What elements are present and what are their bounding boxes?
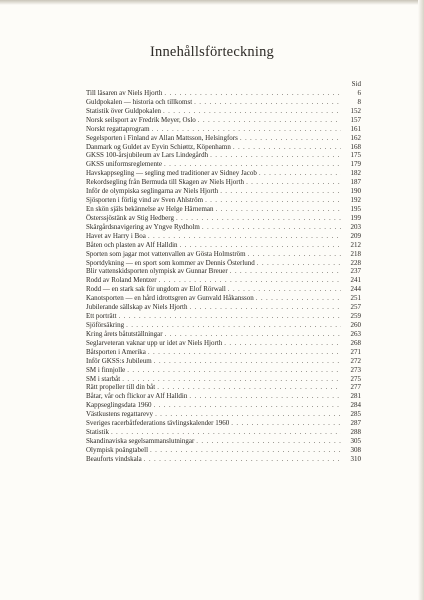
dot-leader xyxy=(210,151,341,160)
toc-entry-page-number: 209 xyxy=(350,231,361,240)
scan-edge-top xyxy=(0,0,424,5)
dot-leader xyxy=(256,294,341,303)
toc-entry-page-number: 263 xyxy=(350,329,361,338)
toc-entry xyxy=(86,250,361,259)
toc-entry xyxy=(86,151,361,160)
toc-entry-page-number: 179 xyxy=(350,160,361,169)
toc-entry xyxy=(86,294,361,303)
toc-entry xyxy=(86,285,361,294)
toc-entry-title: Båtsporten i Amerika xyxy=(86,347,146,356)
dot-leader xyxy=(205,196,341,205)
dot-leader xyxy=(154,357,341,366)
toc-entry-page-number: 152 xyxy=(350,106,361,115)
toc-entry-title: Båten och plasten av Alf Halldin xyxy=(86,240,178,249)
dot-leader xyxy=(248,250,341,259)
toc-entry-page-number: 157 xyxy=(350,115,361,124)
toc-entry-title: Statistik över Guldpokalen xyxy=(86,106,162,115)
toc-entry xyxy=(86,357,361,366)
dot-leader xyxy=(144,455,341,464)
dot-leader xyxy=(159,276,341,285)
dot-leader xyxy=(240,134,341,143)
toc-entry-page-number: 6 xyxy=(357,89,361,97)
toc-entry-title: Seglarveteran vaknar upp ur idet av Niels Hjorth xyxy=(86,338,223,347)
toc-entry xyxy=(86,143,361,152)
toc-entry-title: Norsk seilsport av Fredrik Meyer, Oslo xyxy=(86,115,196,124)
toc-entry xyxy=(86,205,361,214)
toc-entry xyxy=(86,392,361,401)
toc-entry-page-number: 260 xyxy=(350,320,361,329)
toc-entry xyxy=(86,169,361,178)
toc-entry-title: Olympisk poängtabell xyxy=(86,445,149,454)
toc-entry-title: Ett porträtt xyxy=(86,312,117,321)
toc-entry-title: En skön själs bekännelse av Helge Härneman xyxy=(86,204,214,213)
toc-entry-title: Sveriges racerbåtfederations tävlingskalender 1960 xyxy=(86,419,230,428)
toc-entry xyxy=(86,134,361,143)
toc-entry-title: Norskt regattaprogram xyxy=(86,124,150,133)
toc-entry-title: Guldpokalen — historia och tillkomst xyxy=(86,97,193,106)
dot-leader xyxy=(157,383,341,392)
toc-entry xyxy=(86,419,361,428)
toc-entry xyxy=(86,446,361,455)
toc-entry-page-number: 187 xyxy=(350,178,361,187)
toc-entry xyxy=(86,107,361,116)
toc-entry-page-number: 305 xyxy=(350,436,361,445)
dot-leader xyxy=(189,303,341,312)
page-title: Innehållsförteckning xyxy=(150,44,274,60)
toc-entry-title: Statistik xyxy=(86,428,109,437)
dot-leader xyxy=(246,178,341,187)
toc-entry-page-number: 284 xyxy=(350,401,361,410)
toc-entry xyxy=(86,98,361,107)
toc-entry-page-number: 287 xyxy=(350,419,361,428)
toc-entry-page-number: 203 xyxy=(350,222,361,231)
dot-leader xyxy=(164,160,341,169)
dot-leader xyxy=(176,214,341,223)
dot-leader xyxy=(180,241,341,250)
dot-leader xyxy=(231,419,341,428)
toc-entry xyxy=(86,276,361,285)
toc-entry-page-number: 288 xyxy=(350,428,361,437)
toc-entry xyxy=(86,312,361,321)
toc-entry xyxy=(86,125,361,134)
toc-entry-page-number: 237 xyxy=(350,267,361,276)
dot-leader xyxy=(216,205,341,214)
dot-leader xyxy=(164,89,341,98)
dot-leader xyxy=(220,187,341,196)
toc-entry-title: Sportdykning — en sport som kommer av Dennis Österlund xyxy=(86,258,255,267)
toc-entry-page-number: 308 xyxy=(350,445,361,454)
toc-entry-title: SM i starbåt xyxy=(86,374,121,383)
toc-entry xyxy=(86,401,361,410)
toc-entry-page-number: 192 xyxy=(350,196,361,205)
toc-entry xyxy=(86,223,361,232)
toc-entry-page-number: 199 xyxy=(350,213,361,222)
dot-leader xyxy=(163,107,341,116)
dot-leader xyxy=(230,267,341,276)
dot-leader xyxy=(148,232,341,241)
toc-entry-page-number: 257 xyxy=(350,303,361,312)
toc-entry-page-number: 175 xyxy=(350,151,361,160)
toc-entry xyxy=(86,187,361,196)
toc-entry-title: Sporten som jagar mot vattenvallen av Gösta Holmström xyxy=(86,249,246,258)
dot-leader xyxy=(127,366,341,375)
dot-leader xyxy=(148,348,341,357)
toc-entry xyxy=(86,178,361,187)
toc-entry-page-number: 244 xyxy=(350,285,361,294)
dot-leader xyxy=(196,437,341,446)
toc-entry xyxy=(86,348,361,357)
dot-leader xyxy=(119,312,341,321)
toc-entry xyxy=(86,428,361,437)
toc-entry-page-number: 281 xyxy=(350,392,361,401)
toc-entry-title: Österssjöstänk av Stig Hedberg xyxy=(86,213,174,222)
toc-entry-page-number: 251 xyxy=(350,294,361,303)
toc-entry-title: Båtar, vår och flickor av Alf Halldin xyxy=(86,392,188,401)
toc-entry-page-number: 190 xyxy=(350,187,361,196)
toc-entry-title: GKSS 100-årsjubileum av Lars Lindegårdh xyxy=(86,151,209,160)
dot-leader xyxy=(259,169,341,178)
toc-entry-title: Västkustens regattarevy xyxy=(86,410,154,419)
dot-leader xyxy=(165,330,341,339)
toc-entry-page-number: 228 xyxy=(350,258,361,267)
toc-entry xyxy=(86,89,361,98)
toc-entry-page-number: 259 xyxy=(350,312,361,321)
toc-entry-title: Blir vattenskidsporten olympisk av Gunnar Breuer xyxy=(86,267,228,276)
toc-entry xyxy=(86,232,361,241)
toc-entry-page-number: 271 xyxy=(350,347,361,356)
toc-entry-title: Kappseglingsdata 1960 xyxy=(86,401,152,410)
toc-entry-page-number: 168 xyxy=(350,142,361,151)
toc-entry xyxy=(86,321,361,330)
toc-entry xyxy=(86,330,361,339)
toc-entry-page-number: 272 xyxy=(350,356,361,365)
toc-entry xyxy=(86,116,361,125)
toc-entry-title: Skandinaviska segelsammanslutningar xyxy=(86,436,195,445)
dot-leader xyxy=(257,259,341,268)
toc-entry-page-number: 195 xyxy=(350,204,361,213)
dot-leader xyxy=(122,375,341,384)
toc-entry-page-number: 268 xyxy=(350,338,361,347)
toc-entry xyxy=(86,259,361,268)
toc-entry-title: GKSS uniformsreglemente xyxy=(86,160,163,169)
toc-entry-title: Skärgårdsnavigering av Yngve Rydholm xyxy=(86,222,200,231)
toc-entry-title: Rodd av Roland Mentzer xyxy=(86,276,157,285)
toc-entry-title: Danmark og Guldet av Eyvin Schiøttz, Köpenhamn xyxy=(86,142,231,151)
toc-entry xyxy=(86,241,361,250)
toc-entry xyxy=(86,339,361,348)
toc-entry-title: Inför de olympiska seglingarna av Niels Hjorth xyxy=(86,187,219,196)
toc-entry xyxy=(86,375,361,384)
toc-entry-title: Kanotsporten — en hård idrottsgren av Gunvald Håkansson xyxy=(86,294,254,303)
toc-entry-title: Havet av Harry i Boa xyxy=(86,231,146,240)
toc-entry xyxy=(86,303,361,312)
toc-entry-page-number: 182 xyxy=(350,169,361,178)
table-of-contents xyxy=(86,89,361,464)
toc-entry-page-number: 218 xyxy=(350,249,361,258)
dot-leader xyxy=(152,125,341,134)
toc-entry-page-number: 212 xyxy=(350,240,361,249)
toc-entry xyxy=(86,214,361,223)
dot-leader xyxy=(154,401,341,410)
toc-entry xyxy=(86,366,361,375)
toc-entry-title: Rodd — en stark sak för ungdom av Elof Rörwall xyxy=(86,285,226,294)
toc-entry-title: Rätt propeller till din båt xyxy=(86,383,156,392)
toc-entry-title: Inför GKSS:s Jubileum xyxy=(86,356,152,365)
toc-entry-page-number: 241 xyxy=(350,276,361,285)
toc-entry-page-number: 8 xyxy=(357,97,361,106)
toc-entry-page-number: 273 xyxy=(350,365,361,374)
toc-entry-title: Till läsaren av Niels Hjorth xyxy=(86,89,163,97)
toc-entry-page-number: 310 xyxy=(350,454,361,463)
toc-entry-title: Sjösporten i förlig vind av Sven Ahlström xyxy=(86,196,204,205)
toc-entry-title: Rekordsegling från Bermuda till Skagen av Niels Hjorth xyxy=(86,178,245,187)
dot-leader xyxy=(150,446,341,455)
toc-entry-title: SM i finnjolle xyxy=(86,365,126,374)
toc-entry xyxy=(86,437,361,446)
toc-entry-title: Kring årets båtutställningar xyxy=(86,329,163,338)
dot-leader xyxy=(198,116,341,125)
scan-edge-right xyxy=(418,0,424,600)
toc-entry xyxy=(86,160,361,169)
dot-leader xyxy=(228,285,341,294)
dot-leader xyxy=(126,321,341,330)
toc-entry-page-number: 161 xyxy=(350,124,361,133)
dot-leader xyxy=(194,98,341,107)
toc-entry xyxy=(86,410,361,419)
dot-leader xyxy=(111,428,341,437)
toc-entry-title: Segelsporten i Finland av Allan Mattsson, Helsingfors xyxy=(86,133,238,142)
dot-leader xyxy=(202,223,341,232)
toc-entry-title: Havskappsegling — segling med traditioner av Sidney Jacob xyxy=(86,169,257,178)
toc-entry-page-number: 285 xyxy=(350,410,361,419)
dot-leader xyxy=(233,143,341,152)
toc-entry xyxy=(86,383,361,392)
toc-entry-page-number: 275 xyxy=(350,374,361,383)
dot-leader xyxy=(155,410,341,419)
toc-entry xyxy=(86,196,361,205)
toc-entry-title: Beauforts vindskala xyxy=(86,454,142,463)
dot-leader xyxy=(189,392,341,401)
toc-entry-page-number: 162 xyxy=(350,133,361,142)
toc-entry-title: Jubilerande sällskap av Niels Hjorth xyxy=(86,303,188,312)
dot-leader xyxy=(224,339,341,348)
toc-entry xyxy=(86,267,361,276)
toc-entry-page-number: 277 xyxy=(350,383,361,392)
toc-entry xyxy=(86,455,361,464)
toc-entry-title: Sjöförsäkring xyxy=(86,320,125,329)
page-column-header: Sid xyxy=(351,80,361,88)
